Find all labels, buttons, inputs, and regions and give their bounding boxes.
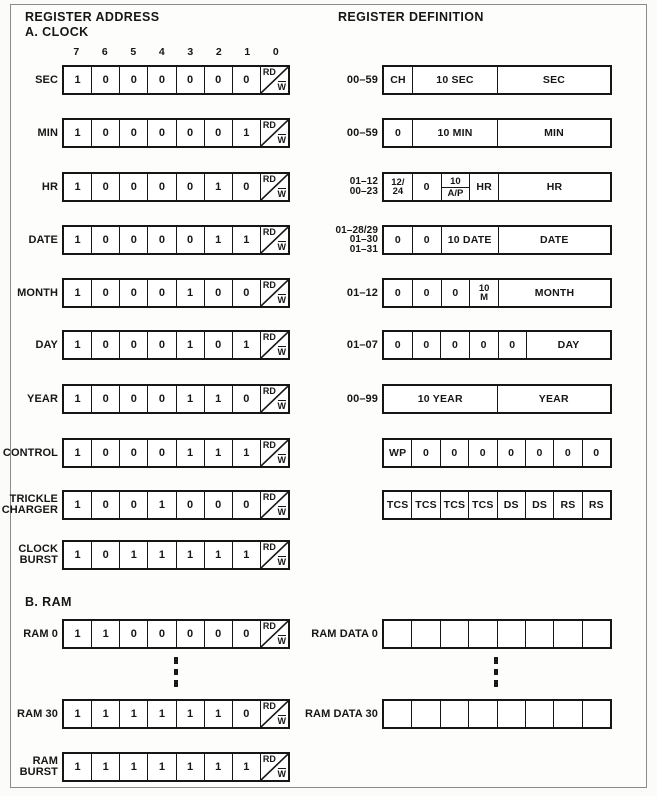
bit-cell: 1 <box>176 386 204 412</box>
bit-cell: 0 <box>147 386 175 412</box>
bit-cell: 1 <box>147 492 175 518</box>
field-cell: RS <box>582 492 610 518</box>
register-definition-row <box>0 384 657 414</box>
dot <box>174 657 178 664</box>
field-cell: 0 <box>440 332 469 358</box>
bit-cell: 0 <box>147 67 175 93</box>
field-cell: 10 DATE <box>441 227 498 253</box>
bit-cell: 1 <box>232 120 260 146</box>
register-label-line: MIN <box>37 126 58 139</box>
register-definition-row <box>0 330 657 360</box>
field-cell: TCS <box>411 492 439 518</box>
value-range-label-line: 01–12 <box>349 176 378 188</box>
field-cell <box>469 280 498 306</box>
bit-cell: 0 <box>91 120 119 146</box>
write-bar-label: W <box>277 507 286 517</box>
bit-cell: 1 <box>176 754 204 780</box>
field-cell <box>553 621 581 647</box>
value-range-label-line: 01–28/29 <box>335 224 378 236</box>
field-cell <box>582 701 610 727</box>
bit-cell: 1 <box>74 234 81 246</box>
bit-cell: 0 <box>232 67 260 93</box>
bit-cell: 0 <box>91 542 119 568</box>
register-address-box <box>62 540 290 570</box>
bit-cell: 1 <box>74 549 81 561</box>
bit-cell: 0 <box>91 174 119 200</box>
register-label-line: RAM <box>32 755 58 767</box>
field-cell-line: A/P <box>447 187 464 199</box>
field-cell: 0 <box>553 440 581 466</box>
field-cell: 10 SEC <box>412 67 497 93</box>
bit-number: 6 <box>101 46 108 58</box>
bit-cell: 0 <box>147 440 175 466</box>
field-cell: RS <box>553 492 581 518</box>
bit-cell: 1 <box>74 127 81 139</box>
read-label: RD <box>262 67 276 77</box>
register-definition-row <box>0 490 657 520</box>
read-label: RD <box>262 332 276 342</box>
bit-cell: 1 <box>176 440 204 466</box>
register-definition-box <box>382 330 612 360</box>
field-cell: DAY <box>526 332 610 358</box>
value-range-label-line: 01–30 <box>349 234 378 246</box>
value-range-label-line: 01–07 <box>346 338 378 351</box>
field-cell <box>384 174 412 200</box>
field-cell: 0 <box>440 440 468 466</box>
register-label <box>2 752 58 782</box>
bit-cell: 1 <box>176 701 204 727</box>
field-cell <box>411 701 439 727</box>
continuation-dots-right <box>494 657 498 692</box>
bit-number: 4 <box>158 46 165 58</box>
bit-cell: 0 <box>119 492 147 518</box>
bit-cell: 0 <box>119 120 147 146</box>
value-range-label-line: 00–59 <box>346 126 378 139</box>
value-range-label-line: 00–99 <box>346 392 378 405</box>
bit-number-header <box>62 46 290 58</box>
bit-cell: 0 <box>119 386 147 412</box>
register-definition-row <box>0 225 657 255</box>
bit-cell: 0 <box>204 332 232 358</box>
bit-number: 2 <box>215 46 222 58</box>
bit-cell: 1 <box>119 542 147 568</box>
value-range-label <box>278 172 378 202</box>
value-range-label <box>278 225 378 255</box>
read-label: RD <box>262 621 276 631</box>
register-label-line: BURST <box>19 766 58 778</box>
field-cell <box>553 701 581 727</box>
register-address-row <box>0 540 657 570</box>
bit-cell: 0 <box>119 227 147 253</box>
value-range-label-line: 00–59 <box>346 73 378 86</box>
field-cell: DATE <box>498 227 611 253</box>
bit-cell: 1 <box>119 754 147 780</box>
value-range-label-line: RAM DATA 30 <box>304 707 378 720</box>
register-definition-row <box>0 619 657 649</box>
bit-cell: 1 <box>91 701 119 727</box>
register-definition-box <box>382 490 612 520</box>
field-cell-line: M <box>480 292 489 303</box>
field-cell <box>525 701 553 727</box>
bit-cell: 1 <box>74 393 81 405</box>
value-range-label <box>278 65 378 95</box>
field-cell: 0 <box>468 440 496 466</box>
field-cell: 0 <box>411 440 439 466</box>
field-cell <box>582 621 610 647</box>
write-bar-label: W <box>277 82 286 92</box>
field-cell <box>468 701 496 727</box>
bit-cell: 1 <box>147 754 175 780</box>
bit-cell: 0 <box>119 280 147 306</box>
right-column-title: REGISTER DEFINITION <box>338 10 484 24</box>
bit-cell: 0 <box>232 386 260 412</box>
register-label-line: SEC <box>35 73 58 86</box>
field-cell: 0 <box>582 440 610 466</box>
field-cell: 0 <box>525 440 553 466</box>
bit-number: 5 <box>130 46 137 58</box>
read-label: RD <box>262 440 276 450</box>
bit-cell: 0 <box>204 492 232 518</box>
bit-cell: 1 <box>204 227 232 253</box>
bit-cell: 1 <box>74 761 81 773</box>
dot <box>174 669 178 676</box>
read-label: RD <box>262 227 276 237</box>
write-bar-label: W <box>277 135 286 145</box>
dot <box>494 680 498 687</box>
value-range-label-line: 01–12 <box>346 286 378 299</box>
register-label-line: DAY <box>35 338 58 351</box>
field-cell: 0 <box>394 127 402 139</box>
read-label: RD <box>262 542 276 552</box>
register-label-line: CONTROL <box>2 446 58 459</box>
field-cell <box>525 621 553 647</box>
bit-cell: 1 <box>74 447 81 459</box>
bit-cell: 1 <box>74 628 81 640</box>
bit-number: 1 <box>244 46 251 58</box>
register-label-line: RAM 0 <box>23 627 58 640</box>
bit-cell: 0 <box>232 701 260 727</box>
value-range-label-line: 00–23 <box>349 186 378 197</box>
field-cell: 0 <box>412 332 441 358</box>
bit-cell: 0 <box>176 174 204 200</box>
field-cell: MONTH <box>498 280 610 306</box>
register-label-line: RAM 30 <box>17 707 58 720</box>
field-cell: 0 <box>469 332 498 358</box>
field-cell: 0 <box>441 280 470 306</box>
field-cell-line: 24 <box>392 186 404 197</box>
value-range-label <box>278 118 378 148</box>
value-range-label <box>278 384 378 414</box>
dot <box>494 669 498 676</box>
field-cell: MIN <box>497 120 610 146</box>
bit-cell: 0 <box>176 67 204 93</box>
bit-cell: 0 <box>204 120 232 146</box>
bit-cell: 0 <box>91 332 119 358</box>
bit-number: 7 <box>73 46 80 58</box>
dot <box>494 657 498 664</box>
field-cell <box>440 621 468 647</box>
value-range-label <box>278 619 378 649</box>
write-bar-label: W <box>277 347 286 357</box>
register-label-line: YEAR <box>27 392 58 405</box>
register-definition-row <box>0 65 657 95</box>
ram-section-heading: B. RAM <box>25 595 72 609</box>
register-definition-row <box>0 699 657 729</box>
bit-cell: 1 <box>204 754 232 780</box>
bit-cell: 0 <box>232 280 260 306</box>
field-cell-line: 12/ <box>391 177 405 188</box>
value-range-label <box>278 278 378 308</box>
bit-cell: 0 <box>232 492 260 518</box>
bit-cell: 0 <box>91 67 119 93</box>
field-cell: 0 <box>498 332 527 358</box>
read-label: RD <box>262 754 276 764</box>
bit-cell: 0 <box>176 120 204 146</box>
bit-cell: 0 <box>204 67 232 93</box>
field-cell: TCS <box>440 492 468 518</box>
continuation-dots-left <box>174 657 178 692</box>
read-label: RD <box>262 701 276 711</box>
field-cell-line: 10 <box>478 283 490 294</box>
field-cell: CH <box>390 74 406 86</box>
field-cell-line: 10 <box>442 177 470 188</box>
field-cell <box>440 701 468 727</box>
bit-cell: 0 <box>176 621 204 647</box>
register-label-line: DATE <box>28 233 58 246</box>
read-write-cell <box>260 754 288 780</box>
bit-cell: 1 <box>74 339 81 351</box>
register-definition-row <box>0 438 657 468</box>
field-cell: SEC <box>497 67 610 93</box>
register-label <box>2 540 58 570</box>
write-bar-label: W <box>277 455 286 465</box>
field-cell: DS <box>525 492 553 518</box>
register-definition-box <box>382 172 612 202</box>
bit-cell: 0 <box>147 280 175 306</box>
read-label: RD <box>262 492 276 502</box>
read-write-cell <box>260 542 288 568</box>
field-cell: YEAR <box>497 386 611 412</box>
field-cell <box>497 701 525 727</box>
bit-cell: 1 <box>74 181 81 193</box>
register-label-line: HR <box>41 180 58 193</box>
dot <box>174 680 178 687</box>
value-range-label <box>278 330 378 360</box>
bit-cell: 1 <box>147 701 175 727</box>
bit-cell: 0 <box>91 227 119 253</box>
bit-cell: 1 <box>204 701 232 727</box>
write-bar-label: W <box>277 189 286 199</box>
register-label-line: CLOCK <box>18 543 58 555</box>
value-range-label-line: RAM DATA 0 <box>311 627 378 640</box>
value-range-label <box>278 699 378 729</box>
write-bar-label: W <box>277 401 286 411</box>
bit-cell: 0 <box>204 280 232 306</box>
field-cell <box>384 621 411 647</box>
bit-cell: 0 <box>232 621 260 647</box>
bit-cell: 1 <box>74 708 81 720</box>
read-label: RD <box>262 280 276 290</box>
bit-cell: 1 <box>74 287 81 299</box>
read-label: RD <box>262 386 276 396</box>
bit-cell: 1 <box>176 542 204 568</box>
register-label-line: TRICKLE <box>9 493 58 505</box>
field-cell: TCS <box>386 499 409 511</box>
bit-cell: 0 <box>232 174 260 200</box>
bit-cell: 0 <box>91 492 119 518</box>
bit-cell: 0 <box>204 621 232 647</box>
write-bar-label: W <box>277 716 286 726</box>
bit-cell: 1 <box>147 542 175 568</box>
read-label: RD <box>262 120 276 130</box>
field-cell: 0 <box>497 440 525 466</box>
bit-cell: 0 <box>119 332 147 358</box>
bit-cell: 1 <box>74 74 81 86</box>
register-definition-box <box>382 619 612 649</box>
register-definition-box <box>382 118 612 148</box>
field-cell: 0 <box>394 339 401 351</box>
bit-cell: 0 <box>119 440 147 466</box>
bit-cell: 1 <box>204 440 232 466</box>
bit-cell: 1 <box>91 754 119 780</box>
field-cell: 10 YEAR <box>417 393 463 405</box>
field-cell: 10 MIN <box>412 120 497 146</box>
bit-cell: 1 <box>176 332 204 358</box>
write-bar-label: W <box>277 769 286 779</box>
bit-cell: 1 <box>119 701 147 727</box>
bit-cell: 0 <box>91 280 119 306</box>
write-bar-label: W <box>277 242 286 252</box>
bit-cell: 0 <box>176 227 204 253</box>
register-definition-row <box>0 278 657 308</box>
bit-cell: 0 <box>91 440 119 466</box>
bit-cell: 0 <box>119 621 147 647</box>
value-range-label-line: 01–31 <box>349 243 378 255</box>
field-cell <box>384 701 411 727</box>
bit-cell: 0 <box>147 227 175 253</box>
field-cell: 0 <box>394 287 401 299</box>
write-bar-label: W <box>277 557 286 567</box>
register-label-line: MONTH <box>17 286 58 299</box>
bit-cell: 1 <box>204 174 232 200</box>
clock-section-heading: A. CLOCK <box>25 25 89 39</box>
bit-cell: 1 <box>232 440 260 466</box>
register-label-line: CHARGER <box>1 504 58 516</box>
register-address-box <box>62 752 290 782</box>
bit-cell: 1 <box>204 386 232 412</box>
register-definition-box <box>382 438 612 468</box>
bit-cell: 1 <box>204 542 232 568</box>
bit-cell: 1 <box>176 280 204 306</box>
field-cell: DS <box>497 492 525 518</box>
field-cell: WP <box>389 447 407 459</box>
write-bar-label: W <box>277 295 286 305</box>
field-cell <box>468 621 496 647</box>
register-address-row <box>0 752 657 782</box>
bit-cell: 0 <box>147 332 175 358</box>
field-cell: 0 <box>412 227 441 253</box>
bit-cell: 0 <box>176 492 204 518</box>
bit-cell: 0 <box>147 120 175 146</box>
register-definition-row <box>0 118 657 148</box>
left-column-title: REGISTER ADDRESS <box>25 10 160 24</box>
field-cell: HR <box>498 174 610 200</box>
field-cell: HR <box>469 174 498 200</box>
register-definition-box <box>382 384 612 414</box>
register-definition-box <box>382 225 612 255</box>
bit-cell: 1 <box>91 621 119 647</box>
field-cell: TCS <box>468 492 496 518</box>
bit-cell: 1 <box>232 227 260 253</box>
bit-cell: 1 <box>232 754 260 780</box>
register-definition-box <box>382 278 612 308</box>
bit-cell: 0 <box>91 386 119 412</box>
field-cell: 0 <box>394 234 401 246</box>
bit-number: 0 <box>272 46 279 58</box>
bit-number: 3 <box>187 46 194 58</box>
bit-cell: 0 <box>119 67 147 93</box>
field-cell <box>497 621 525 647</box>
bit-cell: 0 <box>147 174 175 200</box>
register-definition-box <box>382 65 612 95</box>
field-cell: 0 <box>412 174 441 200</box>
write-bar-label: W <box>277 636 286 646</box>
bit-cell: 1 <box>232 332 260 358</box>
field-cell <box>411 621 439 647</box>
register-label-line: BURST <box>19 554 58 566</box>
field-cell: 0 <box>412 280 441 306</box>
bit-cell: 1 <box>74 499 81 511</box>
bit-cell: 0 <box>119 174 147 200</box>
field-cell <box>441 174 470 200</box>
read-label: RD <box>262 174 276 184</box>
register-definition-box <box>382 699 612 729</box>
bit-cell: 0 <box>147 621 175 647</box>
bit-cell: 1 <box>232 542 260 568</box>
register-definition-row <box>0 172 657 202</box>
